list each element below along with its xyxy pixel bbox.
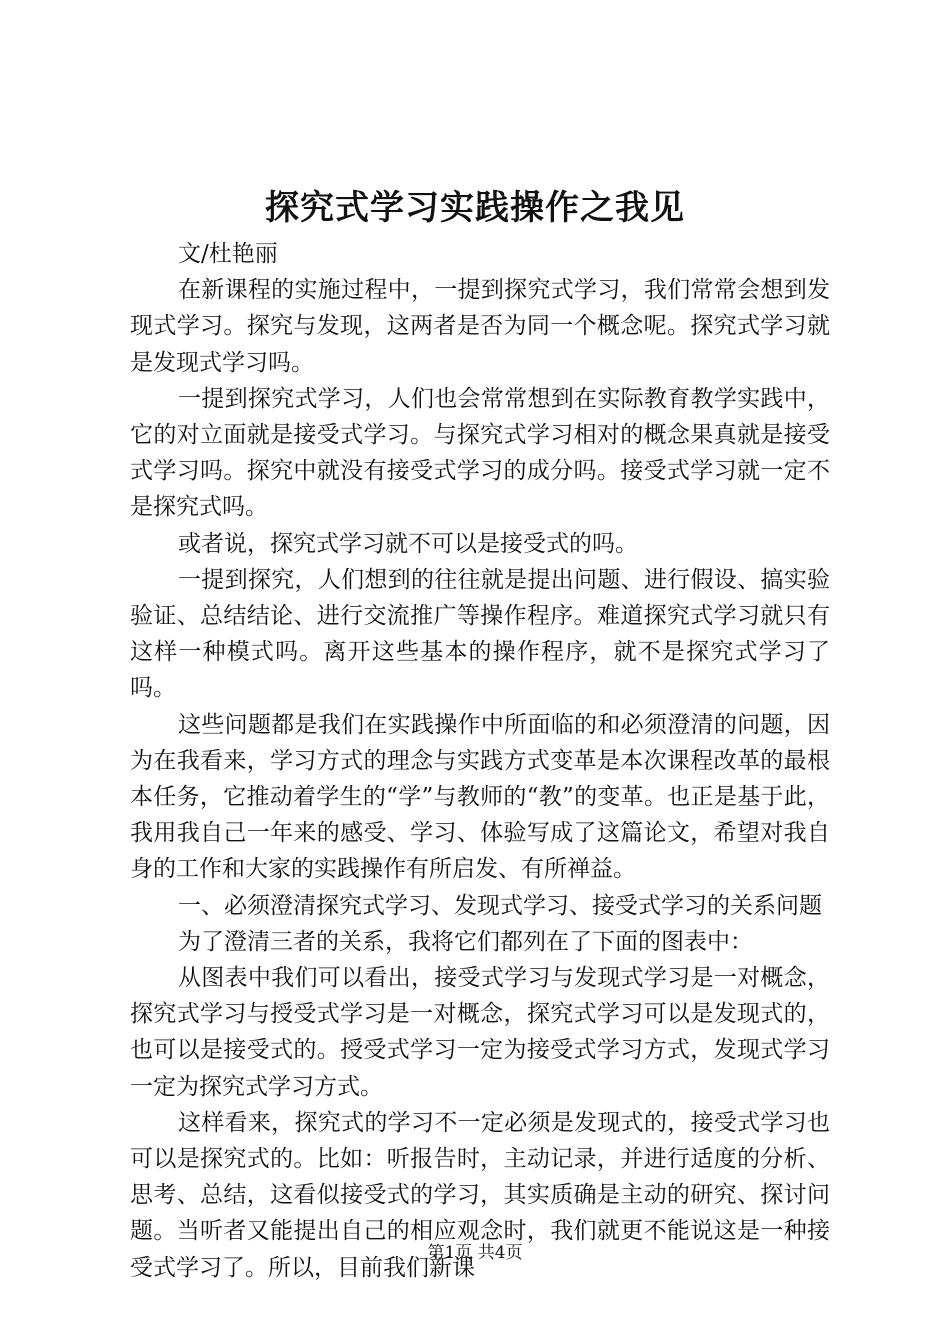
paragraph: 为了澄清三者的关系，我将它们都列在了下面的图表中： xyxy=(178,928,753,955)
paragraph: 或者说，探究式学习就不可以是接受式的吗。 xyxy=(178,530,638,557)
paragraph: 从图表中我们可以看出，接受式学习与发现式学习是一对概念，探究式学习与授受式学习是一对概念，探究式学习可以是发现式的，也可以是接受式的。授受式学习一定为接受式学习方式，发现式学习一定为探究式学习方式。 xyxy=(130,965,830,1100)
section-heading: 一、必须澄清探究式学习、发现式学习、接受式学习的关系问题 xyxy=(178,892,822,919)
document-body xyxy=(130,236,830,1286)
paragraph: 一提到探究式学习，人们也会常常想到在实际教育教学实践中，它的对立面就是接受式学习。与探究式学习相对的概念果真就是接受式学习吗。探究中就没有接受式学习的成分吗。接受式学习就一定不是探究式吗。 xyxy=(130,385,830,521)
paragraph: 一提到探究，人们想到的往往就是提出问题、进行假设、搞实验验证、总结结论、进行交流推广等操作程序。难道探究式学习就只有这样一种模式吗。离开这些基本的操作程序，就不是探究式学习了吗。 xyxy=(130,566,830,702)
paragraph: 这样看来，探究式的学习不一定必须是发现式的，接受式学习也可以是探究式的。比如：听报告时，主动记录，并进行适度的分析、思考、总结，这看似接受式的学习，其实质确是主动的研究、探讨问题。当听者又能提出自己的相应观念时，我们就更不能说这是一种接受式学习了。所以，目前我们新课 xyxy=(130,1109,830,1281)
paragraph: 这些问题都是我们在实践操作中所面临的和必须澄清的问题，因为在我看来，学习方式的理念与实践方式变革是本次课程改革的最根本任务，它推动着学生的“学”与教师的“教”的变革。也正是基于此，我用我自己一年来的感受、学习、体验写成了这篇论文，希望对我自身的工作和大家的实践操作有所启发、有所禅益。 xyxy=(130,711,830,883)
document-title: 探究式学习实践操作之我见 xyxy=(265,188,685,228)
page-footer: 第1页 共4页 xyxy=(427,1243,523,1263)
paragraph: 在新课程的实施过程中，一提到探究式学习，我们常常会想到发现式学习。探究与发现，这两者是否为同一个概念呢。探究式学习就是发现式学习吗。 xyxy=(130,277,830,376)
author-line: 文/杜艳丽 xyxy=(178,241,278,267)
